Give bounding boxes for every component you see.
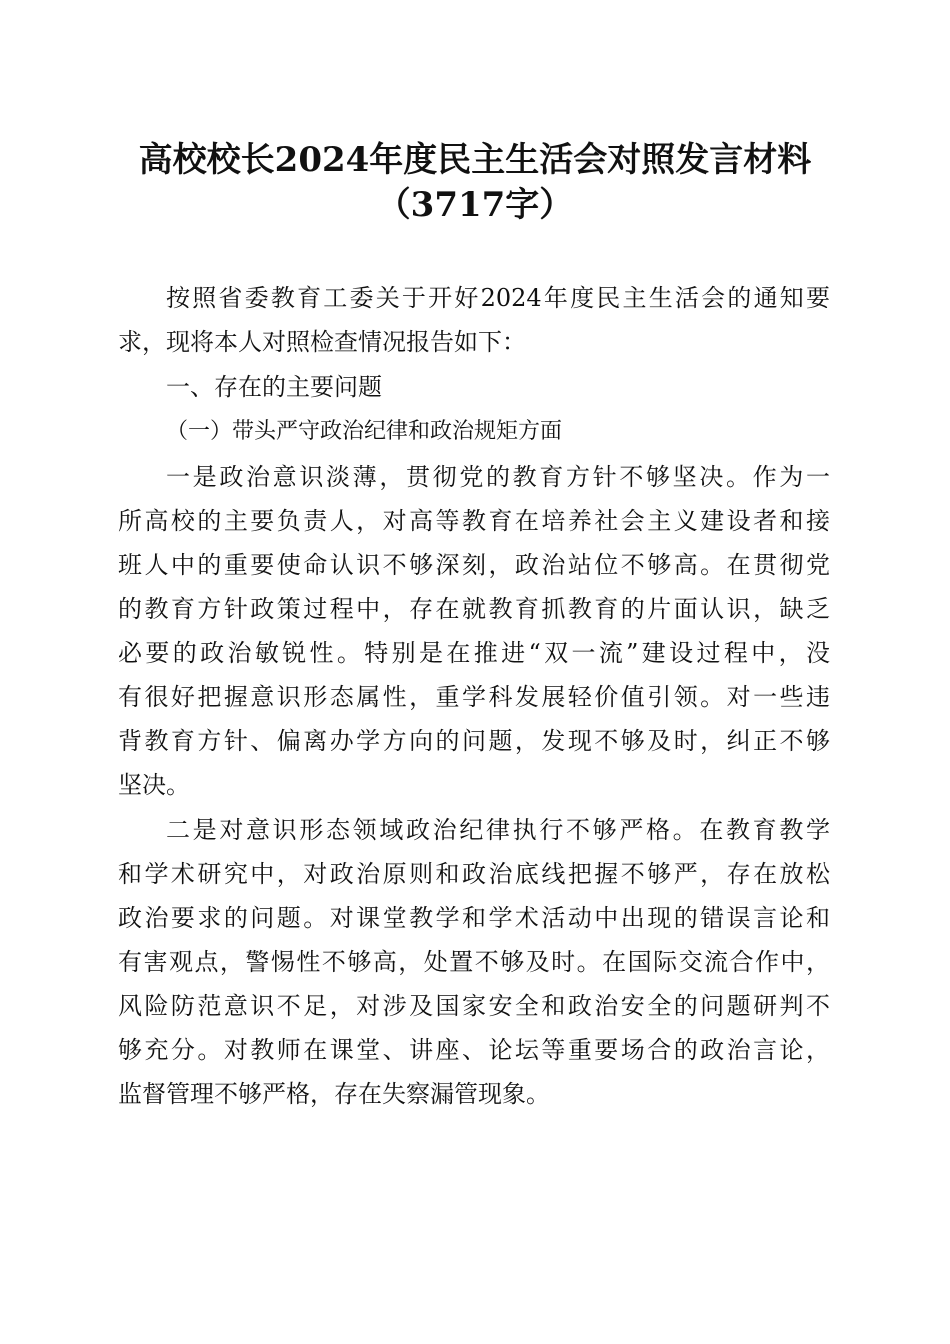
paragraph-line: 必要的政治敏锐性。特别是在推进“双一流”建设过程中，没 bbox=[118, 639, 830, 667]
paragraph-line: 班人中的重要使命认识不够深刻，政治站位不够高。在贯彻党 bbox=[118, 551, 830, 579]
intro-line: 按照省委教育工委关于开好2024年度民主生活会的通知要 bbox=[166, 284, 830, 312]
paragraph-line: 有很好把握意识形态属性，重学科发展轻价值引领。对一些违 bbox=[118, 683, 830, 711]
paragraph-line: 和学术研究中，对政治原则和政治底线把握不够严，存在放松 bbox=[118, 860, 830, 888]
paragraph-line: 背教育方针、偏离办学方向的问题，发现不够及时，纠正不够 bbox=[118, 727, 830, 755]
section-heading: 一、存在的主要问题 bbox=[166, 373, 382, 401]
intro-line: 求，现将本人对照检查情况报告如下： bbox=[118, 328, 526, 356]
paragraph-line: 一是政治意识淡薄，贯彻党的教育方针不够坚决。作为一 bbox=[166, 463, 830, 491]
subsection-heading: （一）带头严守政治纪律和政治规矩方面 bbox=[166, 419, 563, 444]
paragraph-line: 坚决。 bbox=[118, 771, 190, 799]
paragraph-line: 所高校的主要负责人，对高等教育在培养社会主义建设者和接 bbox=[118, 507, 830, 535]
paragraph-line: 的教育方针政策过程中，存在就教育抓教育的片面认识，缺乏 bbox=[118, 595, 830, 623]
paragraph-line: 二是对意识形态领域政治纪律执行不够严格。在教育教学 bbox=[166, 816, 830, 844]
paragraph-line: 够充分。对教师在课堂、讲座、论坛等重要场合的政治言论， bbox=[118, 1036, 830, 1064]
document-title: 高校校长2024年度民主生活会对照发言材料 bbox=[138, 140, 812, 180]
paragraph-line: 有害观点，警惕性不够高，处置不够及时。在国际交流合作中， bbox=[118, 948, 830, 976]
paragraph-line: 政治要求的问题。对课堂教学和学术活动中出现的错误言论和 bbox=[118, 904, 830, 932]
document-word-count: （3717字） bbox=[376, 185, 574, 225]
paragraph-line: 风险防范意识不足，对涉及国家安全和政治安全的问题研判不 bbox=[118, 992, 830, 1020]
paragraph-line: 监督管理不够严格，存在失察漏管现象。 bbox=[118, 1080, 550, 1108]
